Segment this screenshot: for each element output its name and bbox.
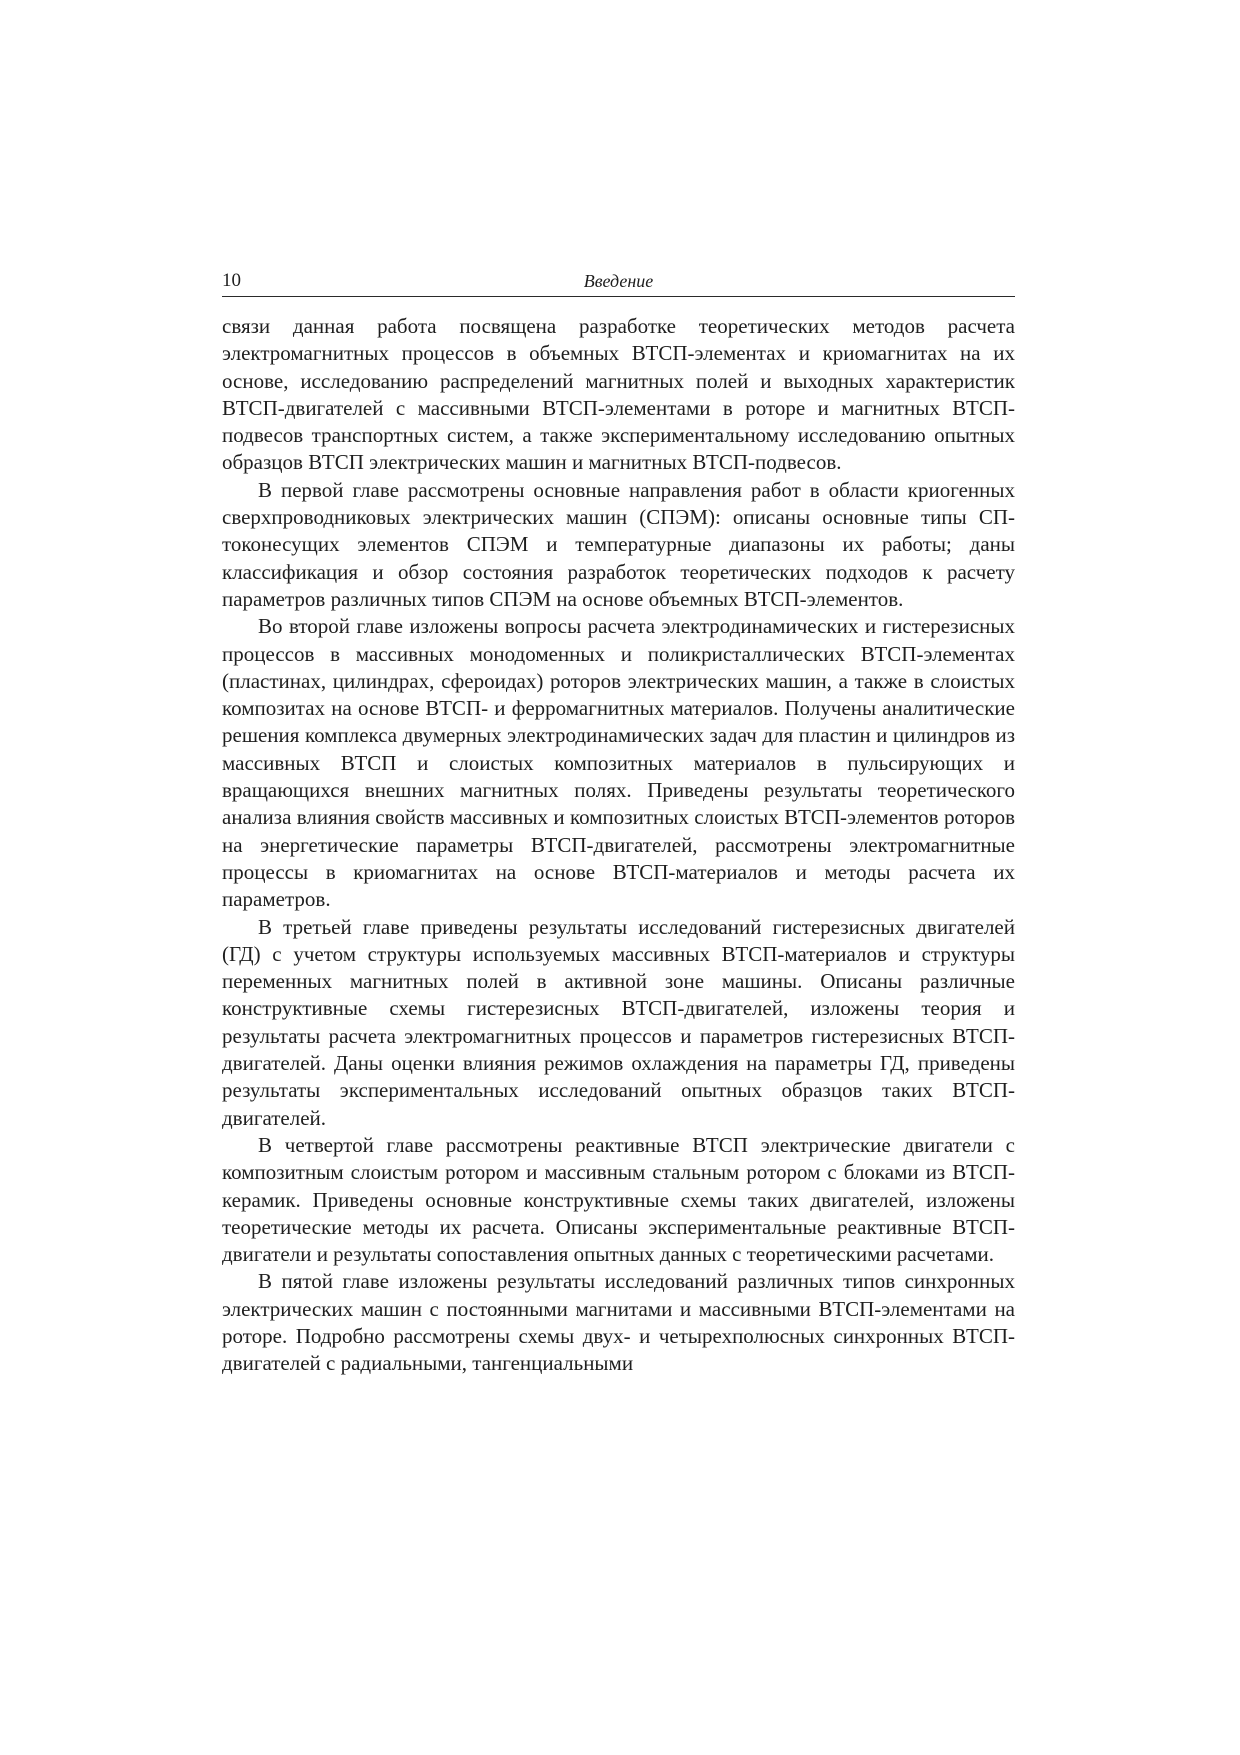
- paragraph-chapter-1: В первой главе рассмотрены основные направления работ в области криогенных сверхпроводниковых электрических машин (СПЭМ): описаны основные типы СП-токонесущих элементов СПЭМ и температурные диапазоны их работы; даны классификация и обзор состояния разработок теоретических подходов к расчету параметров различных типов СПЭМ на основе объемных ВТСП-элементов.: [222, 477, 1015, 611]
- paragraph-chapter-2: Во второй главе изложены вопросы расчета электродинамических и гистерезисных процессов в массивных монодоменных и поликристаллических ВТСП-элементах (пластинах, цилиндрах, сфероидах) роторов электрических машин, а также в слоистых композитах на основе ВТСП- и ферромагнитных материалов. Получены аналитические решения комплекса двумерных электродинамических задач для пластин и цилиндров из массивных ВТСП и слоистых композитных материалов в пульсирующих и вращающихся внешних магнитных полях. Приведены результаты теоретического анализа влияния свойств массивных и композитных слоистых ВТСП-элементов роторов на энергетические параметры ВТСП-двигателей, рассмотрены электромагнитные процессы в криомагнитах на основе ВТСП-материалов и методы расчета их параметров.: [222, 614, 1015, 912]
- paragraph-chapter-5: В пятой главе изложены результаты исследований различных типов синхронных электрических машин с постоянными магнитами и массивными ВТСП-элементами на роторе. Подробно рассмотрены схемы двух- и четырехполюсных синхронных ВТСП-двигателей с радиальными, тангенциальными: [222, 1269, 1015, 1376]
- running-title: Введение: [583, 271, 654, 291]
- running-header: [222, 266, 1015, 297]
- body-text: [222, 313, 1015, 1378]
- paragraph-chapter-3: В третьей главе приведены результаты исследований гистерезисных двигателей (ГД) с учетом структуры используемых массивных ВТСП-материалов и структуры переменных магнитных полей в активной зоне машины. Описаны различные конструктивные схемы гистерезисных ВТСП-двигателей, изложены теория и результаты расчета электромагнитных процессов и параметров гистерезисных ВТСП-двигателей. Даны оценки влияния режимов охлаждения на параметры ГД, приведены результаты экспериментальных исследований опытных образцов таких ВТСП-двигателей.: [222, 914, 1015, 1130]
- page-number: 10: [222, 270, 241, 291]
- paragraph-chapter-4: В четвертой главе рассмотрены реактивные ВТСП электрические двигатели с композитным слоистым ротором и массивным стальным ротором с блоками из ВТСП-керамик. Приведены основные конструктивные схемы таких двигателей, изложены теоретические методы их расчета. Описаны экспериментальные реактивные ВТСП-двигатели и результаты сопоставления опытных данных с теоретическими расчетами.: [222, 1132, 1015, 1267]
- paragraph-continuation: связи данная работа посвящена разработке теоретических методов расчета электромагнитных процессов в объемных ВТСП-элементах и криомагнитах на их основе, исследованию распределений магнитных полей и выходных характеристик ВТСП-двигателей с массивными ВТСП-элементами в роторе и магнитных ВТСП-подвесов транспортных систем, а также экспериментальному исследованию опытных образцов ВТСП электрических машин и магнитных ВТСП-подвесов.: [222, 314, 1015, 475]
